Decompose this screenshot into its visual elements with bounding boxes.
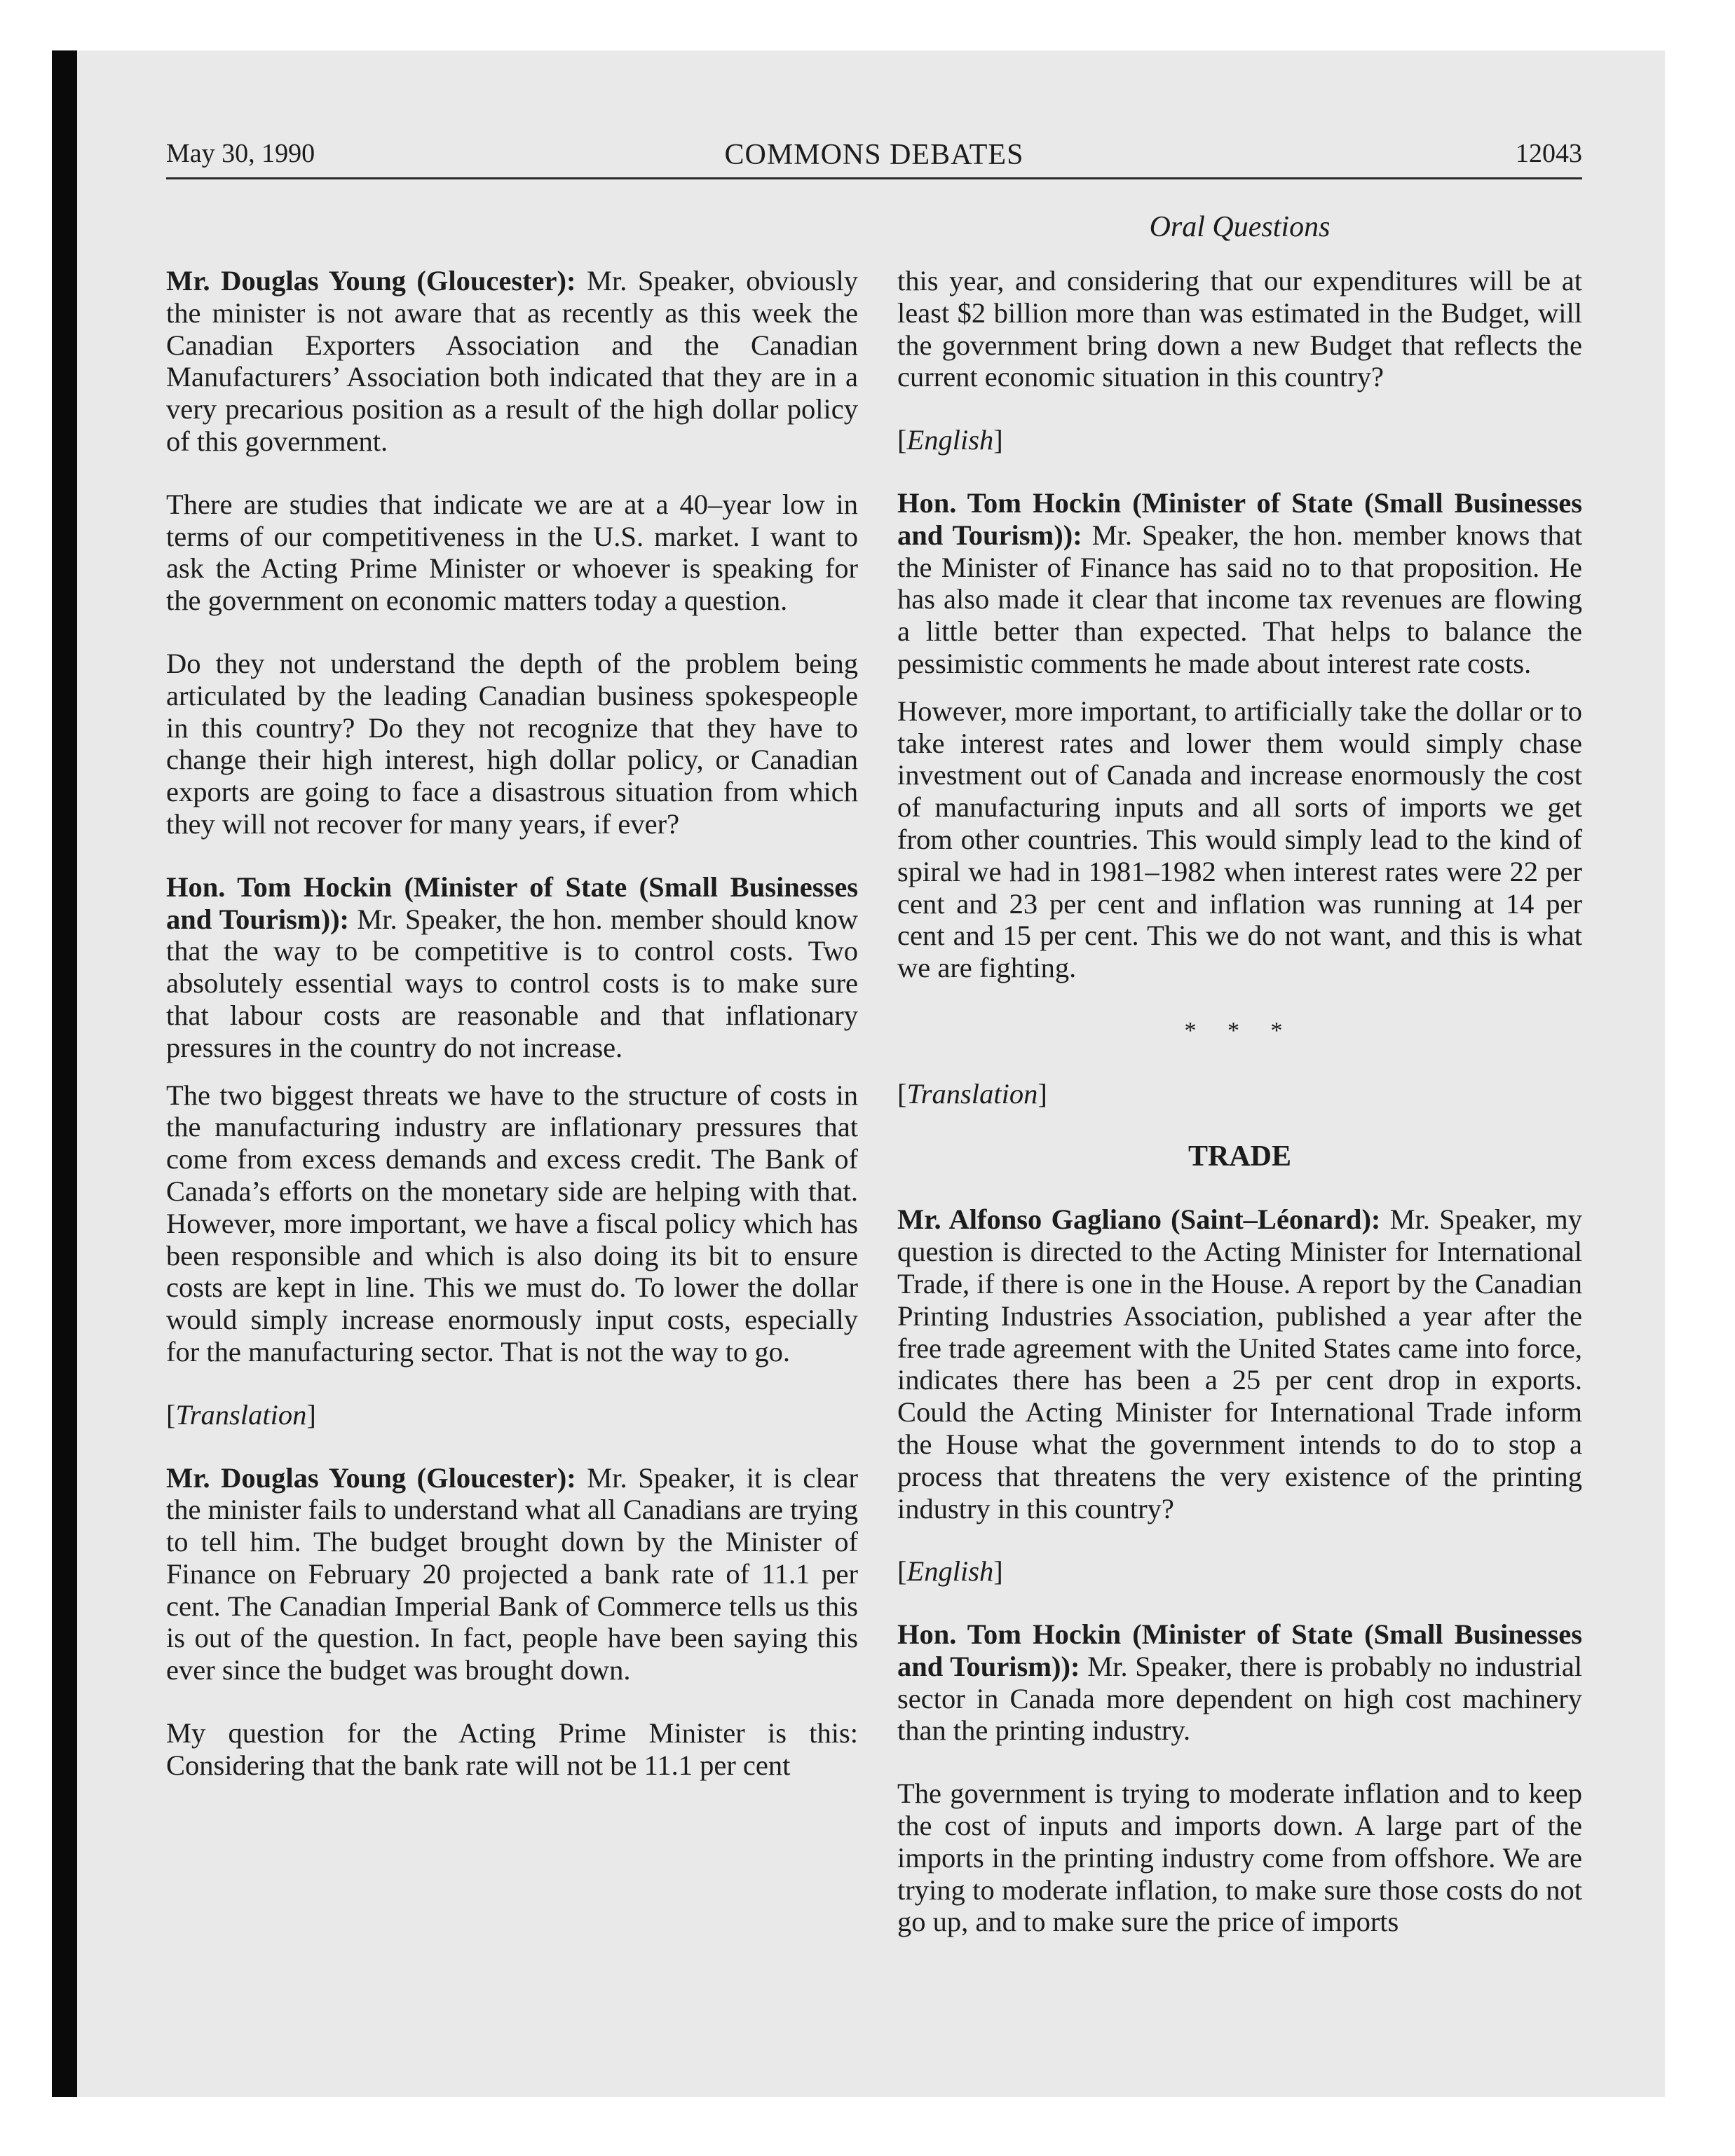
speaker-name: Mr. Douglas Young (Gloucester): — [166, 265, 576, 296]
paragraph — [166, 871, 858, 1064]
language-tag-text: Translation — [906, 1077, 1038, 1110]
paragraph-text: Mr. Speaker, there is probably no industrial sector in Canada more dependent on high cost machinery than the printing industry. — [897, 1650, 1583, 1747]
paragraph-text: Mr. Speaker, the hon. member knows that the Minister of Finance has said no to that proposition. He has also made it clear that income tax revenues are flowing a little better than expected. That helps to balance the pessimistic comments he made about interest rate costs. — [897, 519, 1582, 679]
paragraph: this year, and considering that our expenditures will be at least $2 billion more than was estimated in the Budget, will the government bring down a new Budget that reflects the current economic situation in this country? — [897, 265, 1582, 393]
language-tag: [Translation] — [897, 1077, 1047, 1110]
language-tag: [English] — [897, 1555, 1003, 1588]
paragraph: However, more important, to artificially take the dollar or to take interest rates and lower them would simply chase investment out of Canada and increase enormously the cost of manufacturing inputs and all sorts of imports we get from other countries. This would simply lead to the kind of spiral we had in 1981–1982 when interest rates were 22 per cent and 23 per cent and inflation was running at 14 per cent and 15 per cent. This we do not want, and this is what we are fighting. — [897, 695, 1582, 984]
paragraph-text: Mr. Speaker, my question is directed to the Acting Minister for International Trade, if there is one in the House. A report by the Canadian Printing Industries Association, published a year after the free trade agreement with the United States came into force, indicates there has been a 25 per cent drop in exports. Could the Acting Minister for International Trade inform the House what the government intends to do to stop a process that threatens the very existence of the printing industry in this country? — [897, 1203, 1582, 1524]
language-tag: [English] — [897, 424, 1003, 456]
paragraph: Do they not understand the depth of the problem being articulated by the leading Canadian business spokespeople in this country? Do they not recognize that they have to change their high interest, high dollar policy, or Canadian exports are going to face a disastrous situation from which they will not recover for many years, if ever? — [166, 647, 858, 840]
running-header — [166, 135, 1582, 179]
header-title: COMMONS DEBATES — [724, 139, 1024, 171]
paragraph-text: Mr. Speaker, obviously the minister is not aware that as recently as this week the Canadian Exporters Association and the Canadian Manufacturers’ Association both indicated that they are in a very precarious position as a result of the high dollar policy of this government. — [166, 265, 858, 457]
language-tag-text: Translation — [175, 1398, 307, 1431]
speaker-name: Mr. Douglas Young (Gloucester): — [166, 1461, 576, 1494]
section-separator: * * * — [1184, 1017, 1295, 1044]
language-tag-text: English — [906, 1555, 994, 1588]
speaker-name: Hon. Tom Hockin (Minister of State (Small Businesses and Tourism)): — [166, 871, 858, 935]
left-column — [166, 265, 858, 1813]
paragraph: My question for the Acting Prime Minister is this: Considering that the bank rate will not be 11.1 per cent — [166, 1717, 858, 1781]
language-tag: [Translation] — [166, 1398, 316, 1431]
paragraph — [166, 1462, 858, 1687]
paragraph-text: Mr. Speaker, the hon. member should know that the way to be competitive is to control costs. Two absolutely essential ways to control costs is to make sure that labour costs are reasonable and that inflationary pressures in the country do not increase. — [166, 903, 858, 1063]
scan-border — [52, 50, 77, 2097]
header-date: May 30, 1990 — [166, 139, 315, 168]
paragraph: The government is trying to moderate inflation and to keep the cost of inputs and imports down. A large part of the imports in the printing industry come from offshore. We are trying to moderate inflation, to make sure those costs do not go up, and to make sure the price of imports — [897, 1778, 1582, 1938]
paragraph — [897, 487, 1582, 680]
speaker-name: Hon. Tom Hockin (Minister of State (Small Businesses and Tourism)): — [897, 486, 1582, 551]
speaker-name: Mr. Alfonso Gagliano (Saint–Léonard): — [897, 1203, 1381, 1236]
topic-heading: TRADE — [1188, 1140, 1292, 1173]
paragraph — [166, 265, 858, 458]
paragraph — [897, 1618, 1582, 1747]
paragraph — [897, 1203, 1582, 1524]
paragraph: There are studies that indicate we are at a 40–year low in terms of our competitiveness in the U.S. market. I want to ask the Acting Prime Minister or whoever is speaking for the government on economic matters today a question. — [166, 488, 858, 617]
section-heading: Oral Questions — [1149, 211, 1331, 243]
right-column — [897, 265, 1582, 1969]
paragraph: The two biggest threats we have to the structure of costs in the manufacturing industry are inflationary pressures that come from excess demands and excess credit. The Bank of Canada’s efforts on the monetary side are helping with that. However, more important, we have a fiscal policy which has been responsible and which is also doing its bit to ensure costs are kept in line. This we must do. To lower the dollar would simply increase enormously input costs, especially for the manufacturing sector. That is not the way to go. — [166, 1079, 858, 1367]
language-tag-text: English — [906, 424, 994, 456]
speaker-name: Hon. Tom Hockin (Minister of State (Small Businesses and Tourism)): — [897, 1618, 1582, 1682]
page-number: 12043 — [1516, 139, 1582, 168]
paragraph-text: Mr. Speaker, it is clear the minister fails to understand what all Canadians are trying to tell him. The budget brought down by the Minister of Finance on February 20 projected a bank rate of 11.1 per cent. The Canadian Imperial Bank of Commerce tells us this is out of the question. In fact, people have been saying this ever since the budget was brought down. — [166, 1461, 859, 1686]
